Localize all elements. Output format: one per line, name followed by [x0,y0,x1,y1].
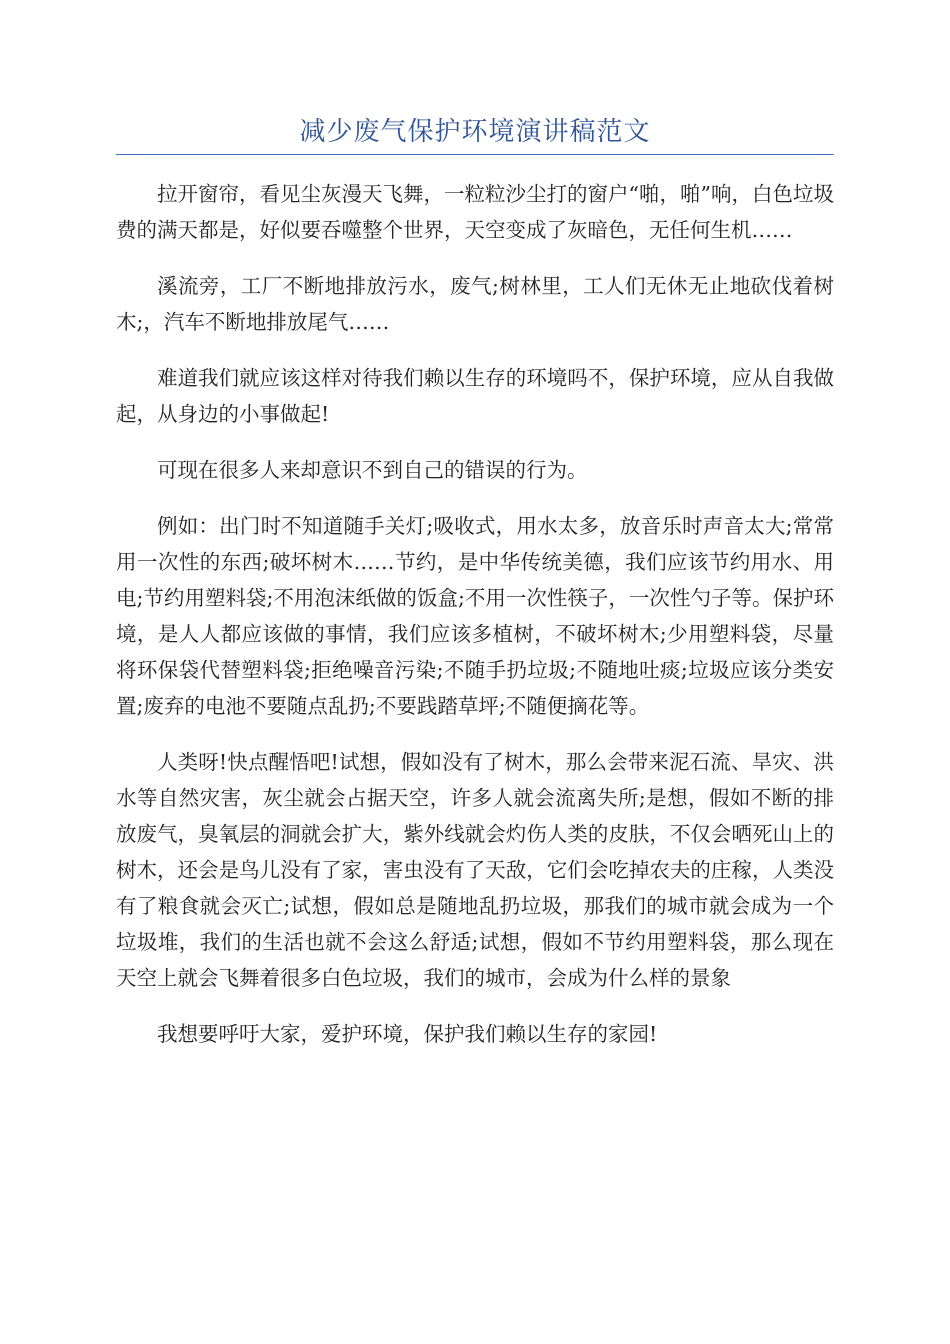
paragraph-1: 拉开窗帘，看见尘灰漫天飞舞，一粒粒沙尘打的窗户“啪，啪”响，白色垃圾费的满天都是，好似要吞噬整个世界，天空变成了灰暗色，无任何生机…… [116,182,834,242]
paragraph-7: 我想要呼吁大家，爱护环境，保护我们赖以生存的家园! [157,1022,658,1046]
paragraph-6: 人类呀!快点醒悟吧!试想，假如没有了树木，那么会带来泥石流、旱灾、洪水等自然灾害，灰尘就会占据天空，许多人就会流离失所;是想，假如不断的排放废气，臭氧层的洞就会扩大，紫外线就会灼伤人类的皮肤，不仅会晒死山上的树木，还会是鸟儿没有了家，害虫没有了天敌，它们会吃掉农夫的庄稼，人类没有了粮食就会灭亡;试想，假如总是随地乱扔垃圾，那我们的城市就会成为一个垃圾堆，我们的生活也就不会这么舒适;试想，假如不节约用塑料袋，那么现在天空上就会飞舞着很多白色垃圾，我们的城市，会成为什么样的景象 [116,750,834,990]
document-title: 减少废气保护环境演讲稿范文 [299,117,651,147]
paragraph-5: 例如：出门时不知道随手关灯;吸收式，用水太多，放音乐时声音太大;常常用一次性的东西;破坏树木……节约，是中华传统美德，我们应该节约用水、用电;节约用塑料袋;不用泡沫纸做的饭盒;不用一次性筷子，一次性勺子等。保护环境，是人人都应该做的事情，我们应该多植树，不破坏树木;少用塑料袋，尽量将环保袋代替塑料袋;拒绝噪音污染;不随手扔垃圾;不随地吐痰;垃圾应该分类安置;废弃的电池不要随点乱扔;不要践踏草坪;不随便摘花等。 [116,514,834,718]
title-underline [116,154,834,155]
document-body [116,176,834,1072]
paragraph-2: 溪流旁，工厂不断地排放污水，废气;树林里，工人们无休无止地砍伐着树木;，汽车不断地排放尾气…… [116,274,834,334]
paragraph-4: 可现在很多人来却意识不到自己的错误的行为。 [157,458,588,482]
paragraph-3: 难道我们就应该这样对待我们赖以生存的环境吗不，保护环境，应从自我做起，从身边的小事做起! [116,366,834,426]
